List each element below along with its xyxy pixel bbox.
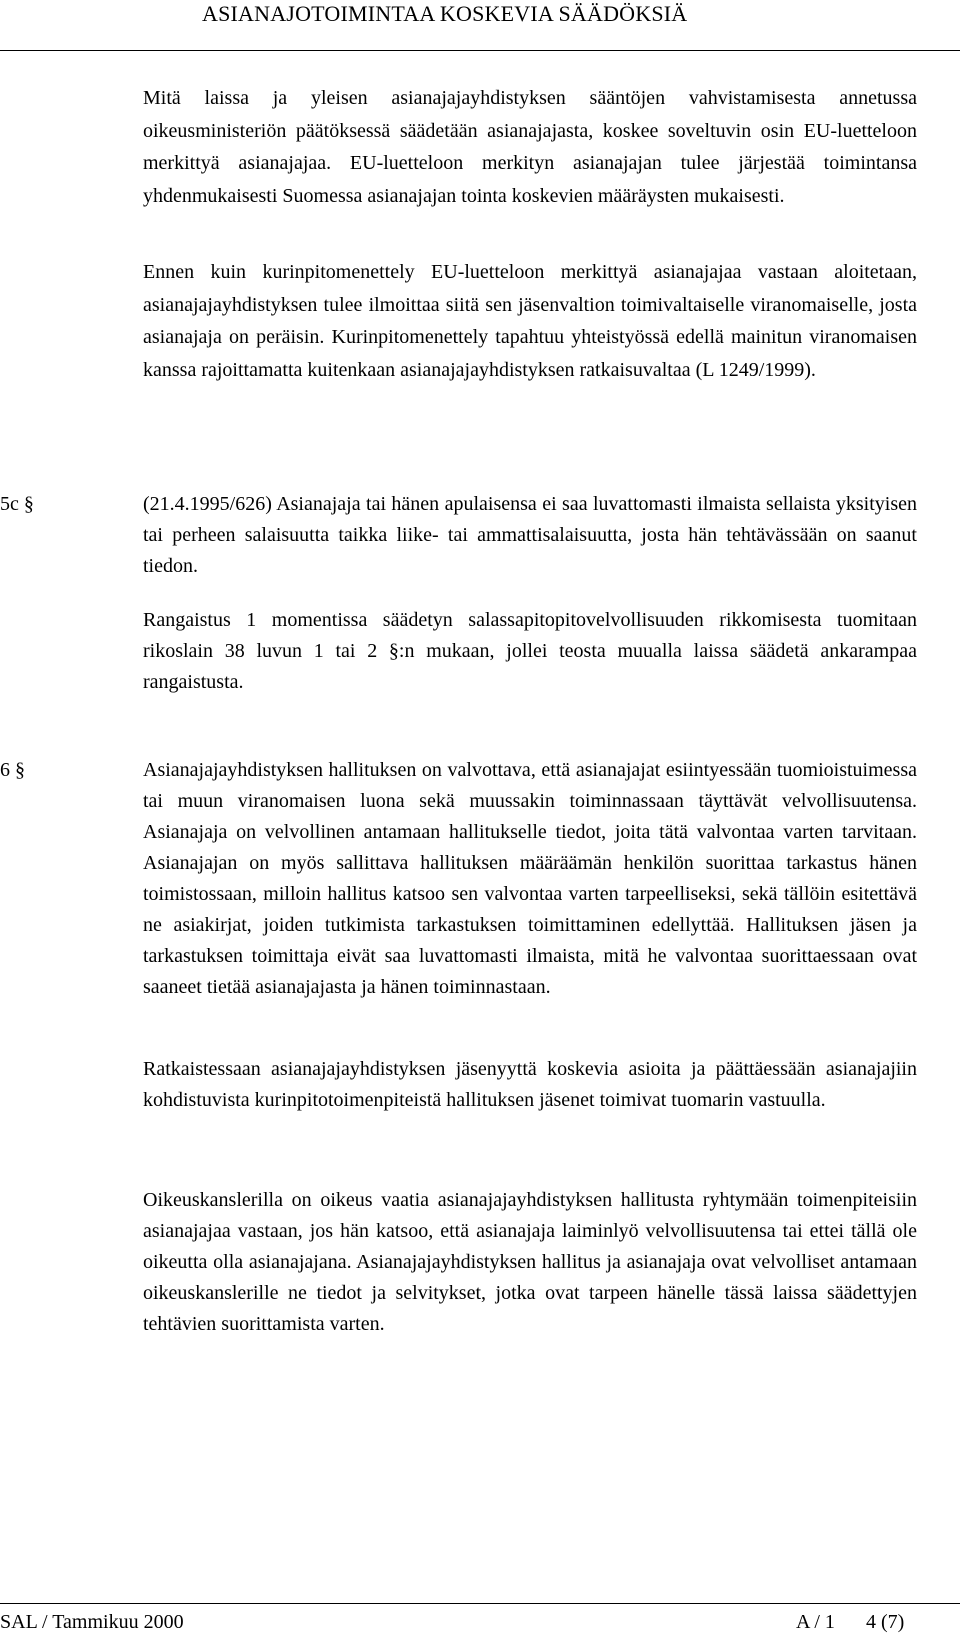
footer-publication: SAL / Tammikuu 2000 <box>0 1611 184 1633</box>
footer-section-code: A / 1 <box>796 1611 835 1633</box>
section-6-paragraph-1: Asianajajayhdistyksen hallituksen on valvottava, että asianajajat esiintyessään tuomioistuimessa tai muun viranomaisen luona sekä muussakin toiminnassaan täyttävät velvollisuutensa. Asianajaja on velvollinen antamaan hallitukselle tiedot, joita tätä valvontaa varten tarvitaan. Asianajajan on myös sallittava hallituksen määräämän henkilön suorittaa tarkastus hänen toimistossaan, milloin hallitus katsoo sen valvontaa varten tarpeelliseksi, sekä tällöin esitettävä ne asiakirjat, joiden tutkimista tarkastuksen toimittaminen edellyttää. Hallituksen jäsen ja tarkastuksen toimittaja eivät saa luvattomasti ilmaista, mitä he valvontaa suorittaessaan ovat saaneet tietää asianajajasta ja hänen toiminnastaan. <box>143 759 917 998</box>
section-label-6: 6 § <box>0 759 25 781</box>
section-label-5c: 5c § <box>0 493 34 515</box>
page-header <box>0 0 960 52</box>
paragraph-disciplinary-procedure: Ennen kuin kurinpitomenettely EU-luetteloon merkittyä asianajajaa vastaan aloitetaan, asianajajayhdistyksen tulee ilmoittaa siitä sen jäsenvaltion toimivaltaiselle viranomaiselle, josta asianajaja on peräisin. Kurinpitomenettely tapahtuu yhteistyössä edellä mainitun viranomaisen kanssa rajoittamatta kuitenkaan asianajajayhdistyksen ratkaisuvaltaa (L 1249/1999). <box>143 261 917 381</box>
document-title: ASIANAJOTOIMINTAA KOSKEVIA SÄÄDÖKSIÄ <box>202 1 688 26</box>
paragraph-eu-lawyer-rules: Mitä laissa ja yleisen asianajajayhdistyksen sääntöjen vahvistamisesta annetussa oikeusministeriön päätöksessä säädetään asianajajasta, koskee soveltuvin osin EU-luetteloon merkittyä asianajajaa. EU-luetteloon merkityn asianajajan tulee järjestää toimintansa yhdenmukaisesti Suomessa asianajajan tointa koskevien määräysten mukaisesti. <box>143 87 917 207</box>
section-5c-paragraph-2: Rangaistus 1 momentissa säädetyn salassapitopitovelvollisuuden rikkomisesta tuomitaan rikoslain 38 luvun 1 tai 2 §:n mukaan, jollei teosta muualla laissa säädetä ankarampaa rangaistusta. <box>143 609 917 693</box>
header-divider <box>0 50 960 51</box>
section-6-paragraph-2: Ratkaistessaan asianajajayhdistyksen jäsenyyttä koskevia asioita ja päättäessään asianajajiin kohdistuvista kurinpitotoimenpiteistä hallituksen jäsenet toimivat tuomarin vastuulla. <box>143 1058 917 1111</box>
footer-page-number: 4 (7) <box>866 1611 905 1633</box>
section-5c-paragraph-1: (21.4.1995/626) Asianajaja tai hänen apulaisensa ei saa luvattomasti ilmaista sellaista yksityisen tai perheen salaisuutta taikka liike- tai ammattisalaisuutta, josta hän tehtävässään on saanut tiedon. <box>143 493 917 577</box>
footer-divider <box>0 1603 960 1604</box>
page-footer <box>0 1596 960 1638</box>
section-6-paragraph-3: Oikeuskanslerilla on oikeus vaatia asianajajayhdistyksen hallitusta ryhtymään toimenpiteisiin asianajajaa vastaan, jos hän katsoo, että asianajaja laiminlyö velvollisuutensa tai ettei tällä ole oikeutta olla asianajajana. Asianajajayhdistyksen hallitus ja asianajaja ovat velvolliset antamaan oikeuskanslerille ne tiedot ja selvitykset, jotka ovat tarpeen hänelle tässä laissa säädettyjen tehtävien suorittamista varten. <box>143 1189 917 1335</box>
